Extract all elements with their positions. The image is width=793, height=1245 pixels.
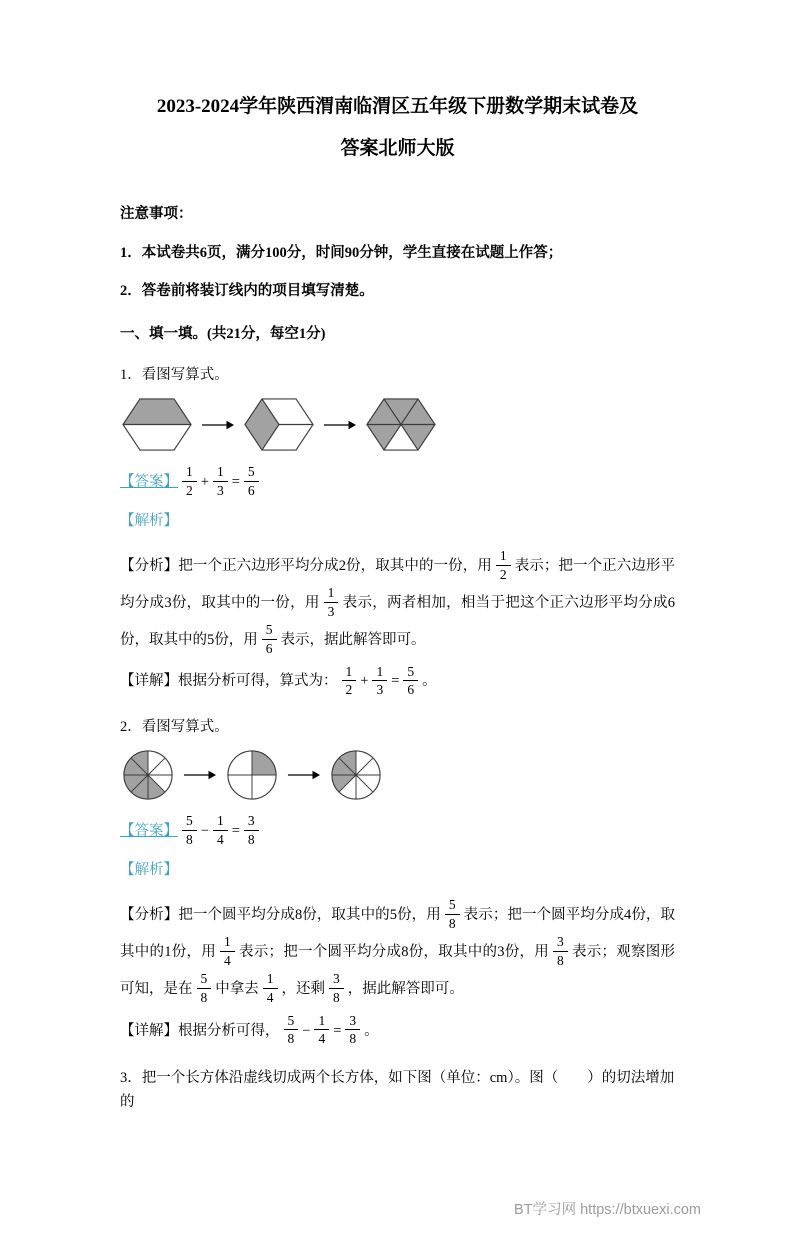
text-run: − <box>302 1022 311 1039</box>
text-run: ，据此解答即可。 <box>347 981 464 998</box>
circle-five-eighths-shaded <box>122 749 174 801</box>
question-1-figure <box>120 397 675 452</box>
answer-expression <box>178 464 263 498</box>
question-1-analysis <box>120 548 675 660</box>
fraction: $\frac{1}{4}$ <box>314 1013 329 1047</box>
fraction: $\frac{1}{3}$ <box>213 464 228 498</box>
text-run: 【详解】根据分析可得， <box>120 1022 280 1039</box>
fraction: $\frac{5}{8}$ <box>284 1013 299 1047</box>
fraction: $\frac{1}{3}$ <box>372 664 387 698</box>
page-title-line1: 2023-2024学年陕西渭南临渭区五年级下册数学期末试卷及 <box>156 96 639 117</box>
text-run: 【分析】把一个圆平均分成8份，取其中的5份，用 <box>120 906 441 923</box>
jiexi-label: 【解析】 <box>120 513 178 530</box>
fraction: $\frac{1}{2}$ <box>496 548 511 582</box>
hexagon-five-sixths-shaded <box>366 397 436 452</box>
fraction: $\frac{1}{2}$ <box>182 464 197 498</box>
fraction: $\frac{5}{6}$ <box>262 622 277 656</box>
answer-label: 【答案】 <box>120 474 178 491</box>
text-run: 中拿去 <box>215 981 259 998</box>
fraction: $\frac{1}{4}$ <box>263 971 278 1005</box>
text-run: + <box>200 474 209 491</box>
arrow-icon <box>323 418 357 432</box>
text-run: = <box>333 1022 342 1039</box>
answer-label: 【答案】 <box>120 823 178 840</box>
text-run: − <box>200 823 209 840</box>
fraction: $\frac{5}{8}$ <box>445 897 460 931</box>
fraction: $\frac{3}{8}$ <box>329 971 344 1005</box>
question-2-analysis <box>120 897 675 1009</box>
footer-watermark <box>514 1198 701 1219</box>
text-run: = <box>231 474 240 491</box>
text-run: = <box>391 673 400 690</box>
hexagon-third-shaded <box>244 397 314 452</box>
answer-expression <box>178 813 263 847</box>
fraction: $\frac{1}{4}$ <box>220 934 235 968</box>
fraction: $\frac{3}{8}$ <box>244 813 259 847</box>
circle-three-eighths-shaded <box>330 749 382 801</box>
text-run: 【分析】把一个正六边形平均分成2份，取其中的一份，用 <box>120 557 492 574</box>
page-title-line2: 答案北师大版 <box>340 138 455 159</box>
fraction: $\frac{5}{6}$ <box>403 664 418 698</box>
page-title <box>120 86 675 170</box>
text-run: 表示；把一个圆平均分成4份，取其中的1份，用 <box>120 906 676 961</box>
text-run: + <box>360 673 369 690</box>
question-1-detail <box>120 663 675 700</box>
arrow-icon <box>287 768 321 782</box>
notice-heading: 注意事项： <box>120 206 193 222</box>
text-run: 表示，据此解答即可。 <box>280 632 426 649</box>
fraction: $\frac{5}{8}$ <box>182 813 197 847</box>
fraction: $\frac{1}{2}$ <box>342 664 357 698</box>
text-run: = <box>231 823 240 840</box>
arrow-icon <box>183 768 217 782</box>
fraction: $\frac{1}{4}$ <box>213 813 228 847</box>
notice-item-2: 2．答卷前将装订线内的项目填写清楚。 <box>120 283 374 300</box>
question-2-stem: 2．看图写算式。 <box>120 718 229 735</box>
question-2-figure <box>120 749 675 801</box>
footer-text: BT学习网 https://btxuexi.com <box>514 1201 701 1218</box>
text-run: 。 <box>364 1022 379 1039</box>
jiexi-label: 【解析】 <box>120 862 178 879</box>
question-2-jiexi <box>120 858 675 883</box>
text-run: 表示，两者相加，相当于把这个正六边形平均分成6份，取其中的5份，用 <box>120 595 676 649</box>
fraction: $\frac{3}{8}$ <box>345 1013 360 1047</box>
text-run: 【详解】根据分析可得，算式为： <box>120 673 338 690</box>
fraction: $\frac{5}{6}$ <box>244 464 259 498</box>
hexagon-half-shaded <box>122 397 192 452</box>
question-1-jiexi <box>120 509 675 534</box>
text-run: 。 <box>422 673 437 690</box>
question-2-detail <box>120 1013 675 1050</box>
question-2-answer <box>120 813 675 850</box>
fraction: $\frac{5}{8}$ <box>197 971 212 1005</box>
text-run: 表示；把一个正六边形平均分成3份，取其中的一份，用 <box>120 557 676 612</box>
fraction: $\frac{3}{8}$ <box>553 934 568 968</box>
fraction: $\frac{1}{3}$ <box>324 585 339 619</box>
question-1-stem: 1．看图写算式。 <box>120 366 229 383</box>
question-3-stem: 3．把一个长方体沿虚线切成两个长方体，如下图（单位：cm）。图（ ）的切法增加的 <box>120 1069 675 1111</box>
arrow-icon <box>201 418 235 432</box>
notice-item-1: 1．本试卷共6页，满分100分，时间90分钟，学生直接在试题上作答； <box>120 244 563 261</box>
text-run: 表示；把一个圆平均分成8份，取其中的3份，用 <box>238 944 549 961</box>
circle-quarter-shaded <box>226 749 278 801</box>
question-1-answer <box>120 464 675 501</box>
section-1-heading: 一、填一填。(共21分，每空1分) <box>120 325 326 342</box>
text-run: 表示；观察图形可知，是在 <box>120 944 675 998</box>
text-run: ，还剩 <box>281 981 325 998</box>
